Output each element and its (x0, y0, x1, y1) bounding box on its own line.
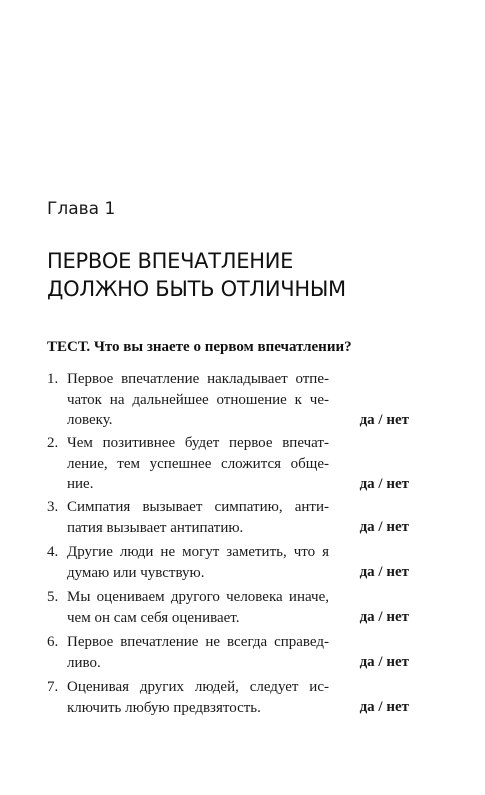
chapter-label: Глава 1 (47, 199, 116, 219)
question-item (47, 542, 409, 583)
question-line: патия вызывает антипатию. (67, 519, 244, 536)
question-line: Оценивая других людей, следует ис- (67, 679, 329, 695)
answer-options: да / нет (359, 476, 409, 492)
question-line: Первое впечатление накладывает отпе- (67, 371, 329, 387)
question-text (67, 369, 329, 431)
question-line: Первое впечатление не всегда справед- (67, 634, 329, 650)
test-heading: ТЕСТ. Что вы знаете о первом впечатлении? (47, 339, 352, 355)
question-item (47, 677, 409, 718)
question-line: Мы оцениваем другого человека иначе, (67, 589, 329, 605)
answer-options: да / нет (359, 564, 409, 580)
question-number: 1. (47, 371, 59, 387)
question-line: ление, тем успешнее сложится обще- (67, 455, 329, 472)
question-number: 7. (47, 679, 59, 695)
question-line: чаток на дальнейшее отношение к че- (67, 391, 329, 408)
question-text (67, 677, 329, 718)
question-line: ливо. (67, 654, 101, 671)
question-number: 4. (47, 544, 59, 560)
question-text (67, 587, 329, 628)
question-line: думаю или чувствую. (67, 564, 205, 581)
answer-options: да / нет (359, 699, 409, 715)
question-item (47, 587, 409, 628)
question-line: ловеку. (67, 412, 113, 428)
question-item (47, 433, 409, 495)
question-number: 2. (47, 435, 59, 451)
question-item (47, 369, 409, 431)
question-line: чем он сам себя оценивает. (67, 609, 240, 626)
question-line: ключить любую предвзятость. (67, 699, 261, 716)
chapter-title (47, 247, 346, 303)
answer-options: да / нет (359, 519, 409, 535)
question-text (67, 542, 329, 583)
chapter-title-line-1: ПЕРВОЕ ВПЕЧАТЛЕНИЕ (47, 249, 294, 273)
answer-options: да / нет (359, 609, 409, 625)
question-number: 5. (47, 589, 59, 605)
question-item (47, 632, 409, 673)
question-text (67, 497, 329, 538)
question-line: Симпатия вызывает симпатию, анти- (67, 499, 329, 515)
question-text (67, 433, 329, 495)
question-number: 3. (47, 499, 59, 515)
question-text (67, 632, 329, 673)
question-number: 6. (47, 634, 59, 650)
question-line: Чем позитивнее будет первое впечат- (67, 435, 329, 451)
chapter-title-line-2: ДОЛЖНО БЫТЬ ОТЛИЧНЫМ (47, 277, 346, 301)
answer-options: да / нет (359, 412, 409, 428)
answer-options: да / нет (359, 654, 409, 670)
question-line: ние. (67, 476, 94, 492)
question-item (47, 497, 409, 538)
question-line: Другие люди не могут заметить, что я (67, 544, 329, 560)
